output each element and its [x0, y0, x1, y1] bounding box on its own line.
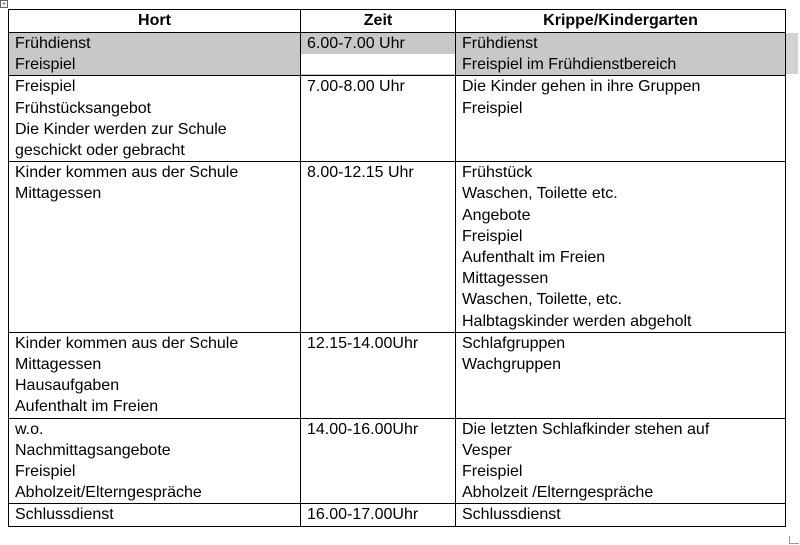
- cell-line: Waschen, Toilette etc.: [462, 185, 618, 203]
- kita-cell[interactable]: [456, 162, 786, 333]
- cell-line: Die letzten Schlafkinder stehen auf: [462, 420, 710, 438]
- zeit-cell[interactable]: [301, 33, 456, 76]
- table-row: [9, 332, 786, 418]
- zeit-cell[interactable]: [301, 332, 456, 418]
- cell-line: Wachgruppen: [462, 356, 562, 374]
- cell-line: 14.00-16.00Uhr: [307, 420, 419, 438]
- zeit-cell[interactable]: [301, 504, 456, 526]
- cell-line: Waschen, Toilette, etc.: [462, 291, 623, 309]
- table-row: [9, 504, 786, 526]
- cell-end-mark: [789, 536, 799, 544]
- hort-cell[interactable]: [9, 418, 301, 504]
- hort-cell[interactable]: [9, 33, 301, 76]
- cell-line: 6.00-7.00 Uhr: [307, 35, 405, 52]
- table-row: [9, 162, 786, 333]
- cell-line: geschickt oder gebracht: [15, 142, 185, 160]
- cell-line: Die Kinder gehen in ihre Gruppen: [462, 78, 701, 96]
- cell-line: 7.00-8.00 Uhr: [307, 78, 405, 96]
- cell-line: Kinder kommen aus der Schule: [15, 164, 239, 182]
- cell-line: 8.00-12.15 Uhr: [307, 164, 414, 182]
- cell-line: Frühstücksangebot: [15, 99, 152, 117]
- header-hort: Hort: [9, 10, 301, 33]
- cell-line: Abholzeit /Elterngespräche: [462, 484, 654, 502]
- kita-cell[interactable]: [456, 33, 786, 76]
- unshaded-cell-part: [301, 54, 455, 74]
- cell-line: Mittagessen: [462, 270, 549, 288]
- cell-line: Mittagessen: [15, 356, 102, 374]
- cell-line: Freispiel: [15, 463, 76, 481]
- cell-line: Freispiel im Frühdienstbereich: [462, 56, 677, 74]
- cell-line: Freispiel: [15, 56, 76, 74]
- cell-line: Kinder kommen aus der Schule: [15, 334, 239, 352]
- cell-line: Die Kinder werden zur Schule: [15, 120, 227, 138]
- table-row: [9, 33, 786, 76]
- cell-line: Schlafgruppen: [462, 334, 566, 352]
- cell-line: Aufenthalt im Freien: [15, 398, 159, 416]
- kita-cell[interactable]: [456, 76, 786, 162]
- cell-line: Nachmittagsangebote: [15, 441, 171, 459]
- shaded-row-overflow: [785, 33, 798, 74]
- cell-line: Hausaufgaben: [15, 377, 120, 395]
- kita-cell[interactable]: [456, 332, 786, 418]
- cell-line: Frühstück: [462, 164, 533, 182]
- schedule-table: [8, 9, 786, 527]
- hort-cell[interactable]: [9, 332, 301, 418]
- hort-cell[interactable]: [9, 162, 301, 333]
- cell-line: Mittagessen: [15, 185, 102, 203]
- cell-line: Frühdienst: [15, 35, 91, 52]
- cell-line: Freispiel: [462, 99, 523, 117]
- table-move-handle-icon[interactable]: +: [1, 1, 7, 8]
- cell-line: 16.00-17.00Uhr: [307, 506, 419, 524]
- zeit-cell[interactable]: [301, 76, 456, 162]
- table-row: [9, 418, 786, 504]
- zeit-cell[interactable]: [301, 418, 456, 504]
- hort-cell[interactable]: [9, 504, 301, 526]
- cell-line: Schlussdienst: [15, 506, 114, 524]
- cell-line: 12.15-14.00Uhr: [307, 334, 419, 352]
- header-zeit: Zeit: [301, 10, 456, 33]
- cell-line: Abholzeit/Elterngespräche: [15, 484, 202, 502]
- cell-line: w.o.: [15, 420, 44, 438]
- cell-line: Freispiel: [15, 78, 76, 96]
- kita-cell[interactable]: [456, 418, 786, 504]
- cell-line: Frühdienst: [462, 35, 538, 52]
- cell-line: Halbtagskinder werden abgeholt: [462, 312, 692, 330]
- cell-line: Angebote: [462, 206, 531, 224]
- table-row: [9, 76, 786, 162]
- kita-cell[interactable]: [456, 504, 786, 526]
- header-kita: Krippe/Kindergarten: [456, 10, 786, 33]
- cell-line: Freispiel: [462, 227, 523, 245]
- cell-line: Aufenthalt im Freien: [462, 249, 606, 267]
- cell-line: Freispiel: [462, 463, 523, 481]
- table-header-row: [9, 10, 786, 33]
- cell-line: Schlussdienst: [462, 506, 561, 524]
- cell-line: Vesper: [462, 441, 512, 459]
- zeit-cell[interactable]: [301, 162, 456, 333]
- hort-cell[interactable]: [9, 76, 301, 162]
